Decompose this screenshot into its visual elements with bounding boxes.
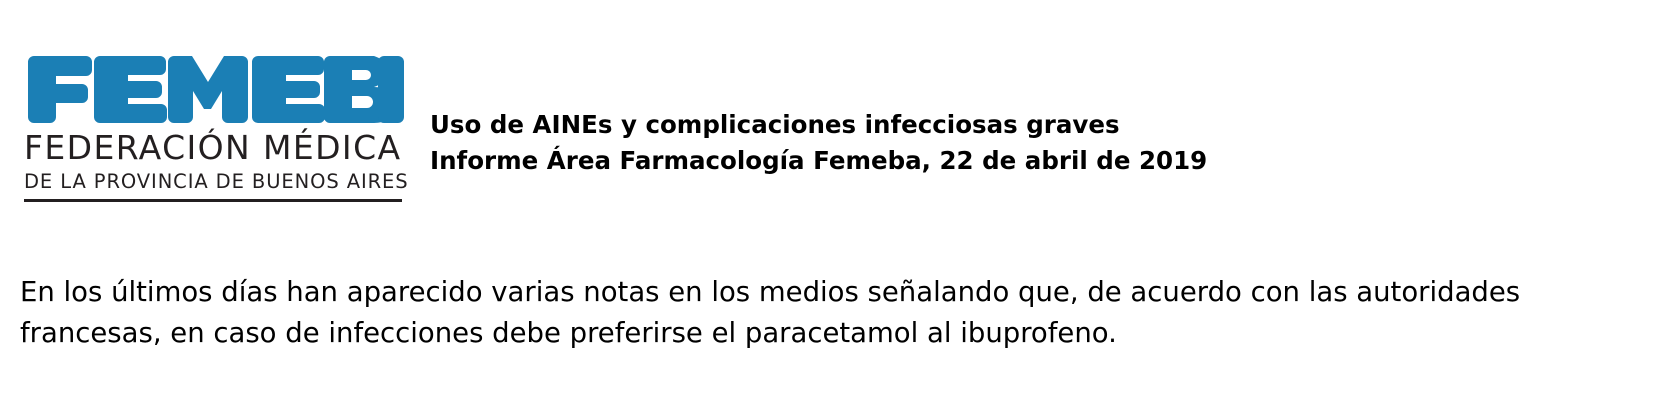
- femeba-wordmark-icon: [24, 52, 404, 124]
- logo-federacion-line: FEDERACIÓN MÉDICA: [24, 128, 402, 167]
- body-line-2: francesas, en caso de infecciones debe preferirse el paracetamol al ibuprofeno.: [20, 317, 1117, 349]
- document-title: [430, 107, 1610, 179]
- body-line-1: En los últimos días han aparecido varias notas en los medios señalando que, de acuerdo con las autoridades: [20, 276, 1521, 308]
- title-line-1: Uso de AINEs y complicaciones infecciosas graves: [430, 110, 1120, 139]
- logo-provincia-line: DE LA PROVINCIA DE BUENOS AIRES: [24, 170, 409, 193]
- femeba-logo: [24, 52, 410, 202]
- title-line-2: Informe Área Farmacología Femeba, 22 de abril de 2019: [430, 146, 1208, 175]
- logo-underline-rule: [24, 199, 402, 202]
- document-body: [20, 272, 1635, 354]
